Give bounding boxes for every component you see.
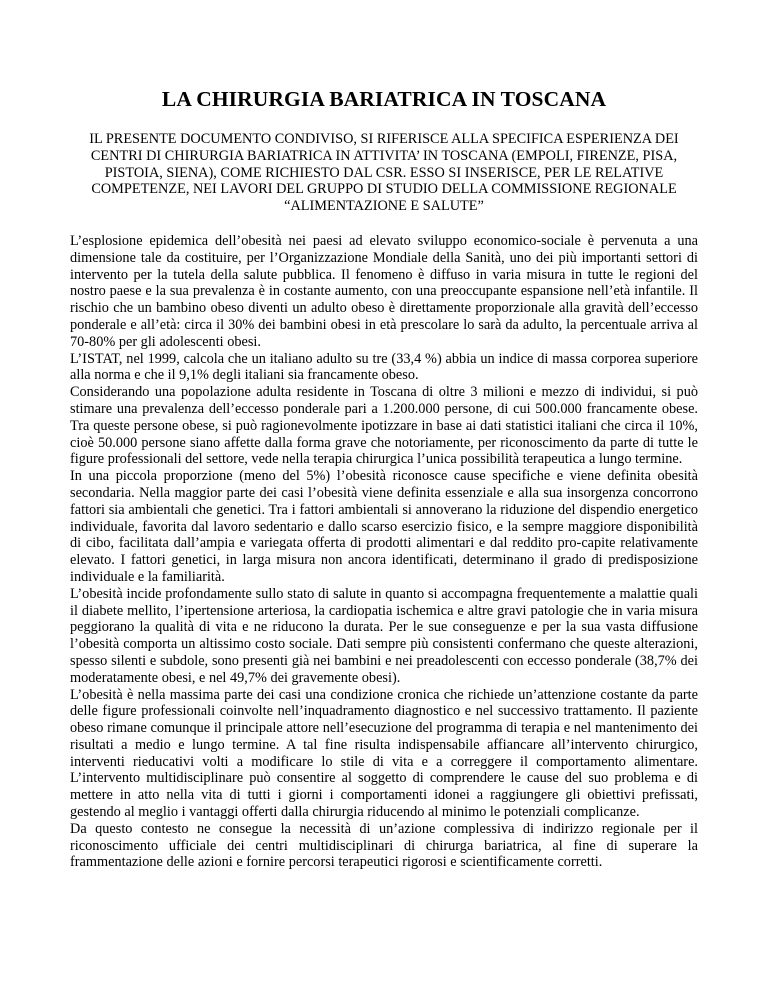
paragraph-tuscany-population: Considerando una popolazione adulta residente in Toscana di oltre 3 milioni e mezzo di individui, si può stimare una prevalenza dell’eccesso ponderale pari a 1.200.000 persone, di cui 500.000 francamente obese. Tra queste persone obese, si può ragionevolmente ipotizzare in base ai dati statistici italiani che circa il 10%, cioè 50.000 persone siano affette dalla forma grave che notoriamente, per riconoscimento da parte di tutte le figure professionali del settore, vede nella terapia chirurgica l’unica possibilità terapeutica a lungo termine. — [70, 384, 698, 468]
paragraph-chronic-condition: L’obesità è nella massima parte dei casi una condizione cronica che richiede un’attenzione costante da parte delle figure professionali coinvolte nell’inquadramento diagnostico e nel successivo trattamento. Il paziente obeso rimane comunque il principale attore nell’esecuzione del programma di terapia e nel mantenimento dei risultati a medio e lungo termine. A tal fine risulta indispensabile affiancare all’intervento chirurgico, interventi rieducativi volti a modificare lo stile di vita e a correggere il comportamento alimentare. L’intervento multidisciplinare può consentire al soggetto di comprendere le cause del suo problema e di mettere in atto nella vita di tutti i giorni i comportamenti idonei a raggiungere gli obiettivi prefissati, gestendo al meglio i vantaggi offerti dalla chirurgia riducendo al minimo le potenziali complicanze. — [70, 686, 698, 821]
paragraph-epidemic: L’esplosione epidemica dell’obesità nei paesi ad elevato sviluppo economico-sociale è pervenuta a una dimensione tale da costituire, per l’Organizzazione Mondiale della Sanità, uno dei più importanti settori di intervento per la tutela della salute pubblica. Il fenomeno è diffuso in varia misura in tutte le regioni del nostro paese e la sua prevalenza è in costante aumento, con una preoccupante espansione nell’età infantile. Il rischio che un bambino obeso diventi un adulto obeso è direttamente proporzionale alla gravità dell’eccesso ponderale e all’età: circa il 30% dei bambini obesi in età prescolare lo sarà da adulto, la percentuale arriva al 70-80% per gli adolescenti obesi. — [70, 232, 698, 350]
paragraph-health-impact: L’obesità incide profondamente sullo stato di salute in quanto si accompagna frequentemente a malattie quali il diabete mellito, l’ipertensione arteriosa, la cardiopatia ischemica e altre gravi patologie che in varia misura peggiorano la qualità di vita e ne riducono la durata. Per le sue conseguenze e per la sua vasta diffusione l’obesità comporta un altissimo costo sociale. Dati sempre più consistenti confermano che queste alterazioni, spesso silenti e subdole, sono presenti già nei bambini e nei preadolescenti con eccesso ponderale (38,7% dei moderatamente obesi, e nel 49,7% dei gravemente obesi). — [70, 585, 698, 686]
paragraph-istat: L’ISTAT, nel 1999, calcola che un italiano adulto su tre (33,4 %) abbia un indice di massa corporea superiore alla norma e che il 9,1% degli italiani sia francamente obeso. — [70, 350, 698, 384]
document-subtitle: IL PRESENTE DOCUMENTO CONDIVISO, SI RIFERISCE ALLA SPECIFICA ESPERIENZA DEI CENTRI DI CHIRURGIA BARIATRICA IN ATTIVITA’ IN TOSCANA (EMPOLI, FIRENZE, PISA, PISTOIA, SIENA), COME RICHIESTO DAL CSR. ESSO SI INSERISCE, PER LE RELATIVE COMPETENZE, NEI LAVORI DEL GRUPPO DI STUDIO DELLA COMMISSIONE REGIONALE “ALIMENTAZIONE E SALUTE” — [89, 131, 679, 215]
paragraph-causes: In una piccola proporzione (meno del 5%) l’obesità riconosce cause specifiche e viene definita obesità secondaria. Nella maggior parte dei casi l’obesità viene definita essenziale e alla sua insorgenza concorrono fattori sia ambientali che genetici. Tra i fattori ambientali si annoverano la riduzione del dispendio energetico individuale, favorita dal lavoro sedentario e dallo scarso esercizio fisico, e la sempre maggiore disponibilità di cibo, facilitata dall’ampia e variegata offerta di prodotti alimentari e dal reddito pro-capite relativamente elevato. I fattori genetici, in larga misura non ancora identificati, determinano il grado di predisposizione individuale e la familiarità. — [70, 468, 698, 585]
document-page — [70, 0, 698, 871]
paragraph-conclusion: Da questo contesto ne consegue la necessità di un’azione complessiva di indirizzo regionale per il riconoscimento ufficiale dei centri multidisciplinari di chirurga bariatrica, al fine di superare la frammentazione delle azioni e fornire percorsi terapeutici rigorosi e scientificamente corretti. — [70, 820, 698, 871]
document-title: LA CHIRURGIA BARIATRICA IN TOSCANA — [161, 87, 607, 111]
document-body — [70, 233, 698, 871]
